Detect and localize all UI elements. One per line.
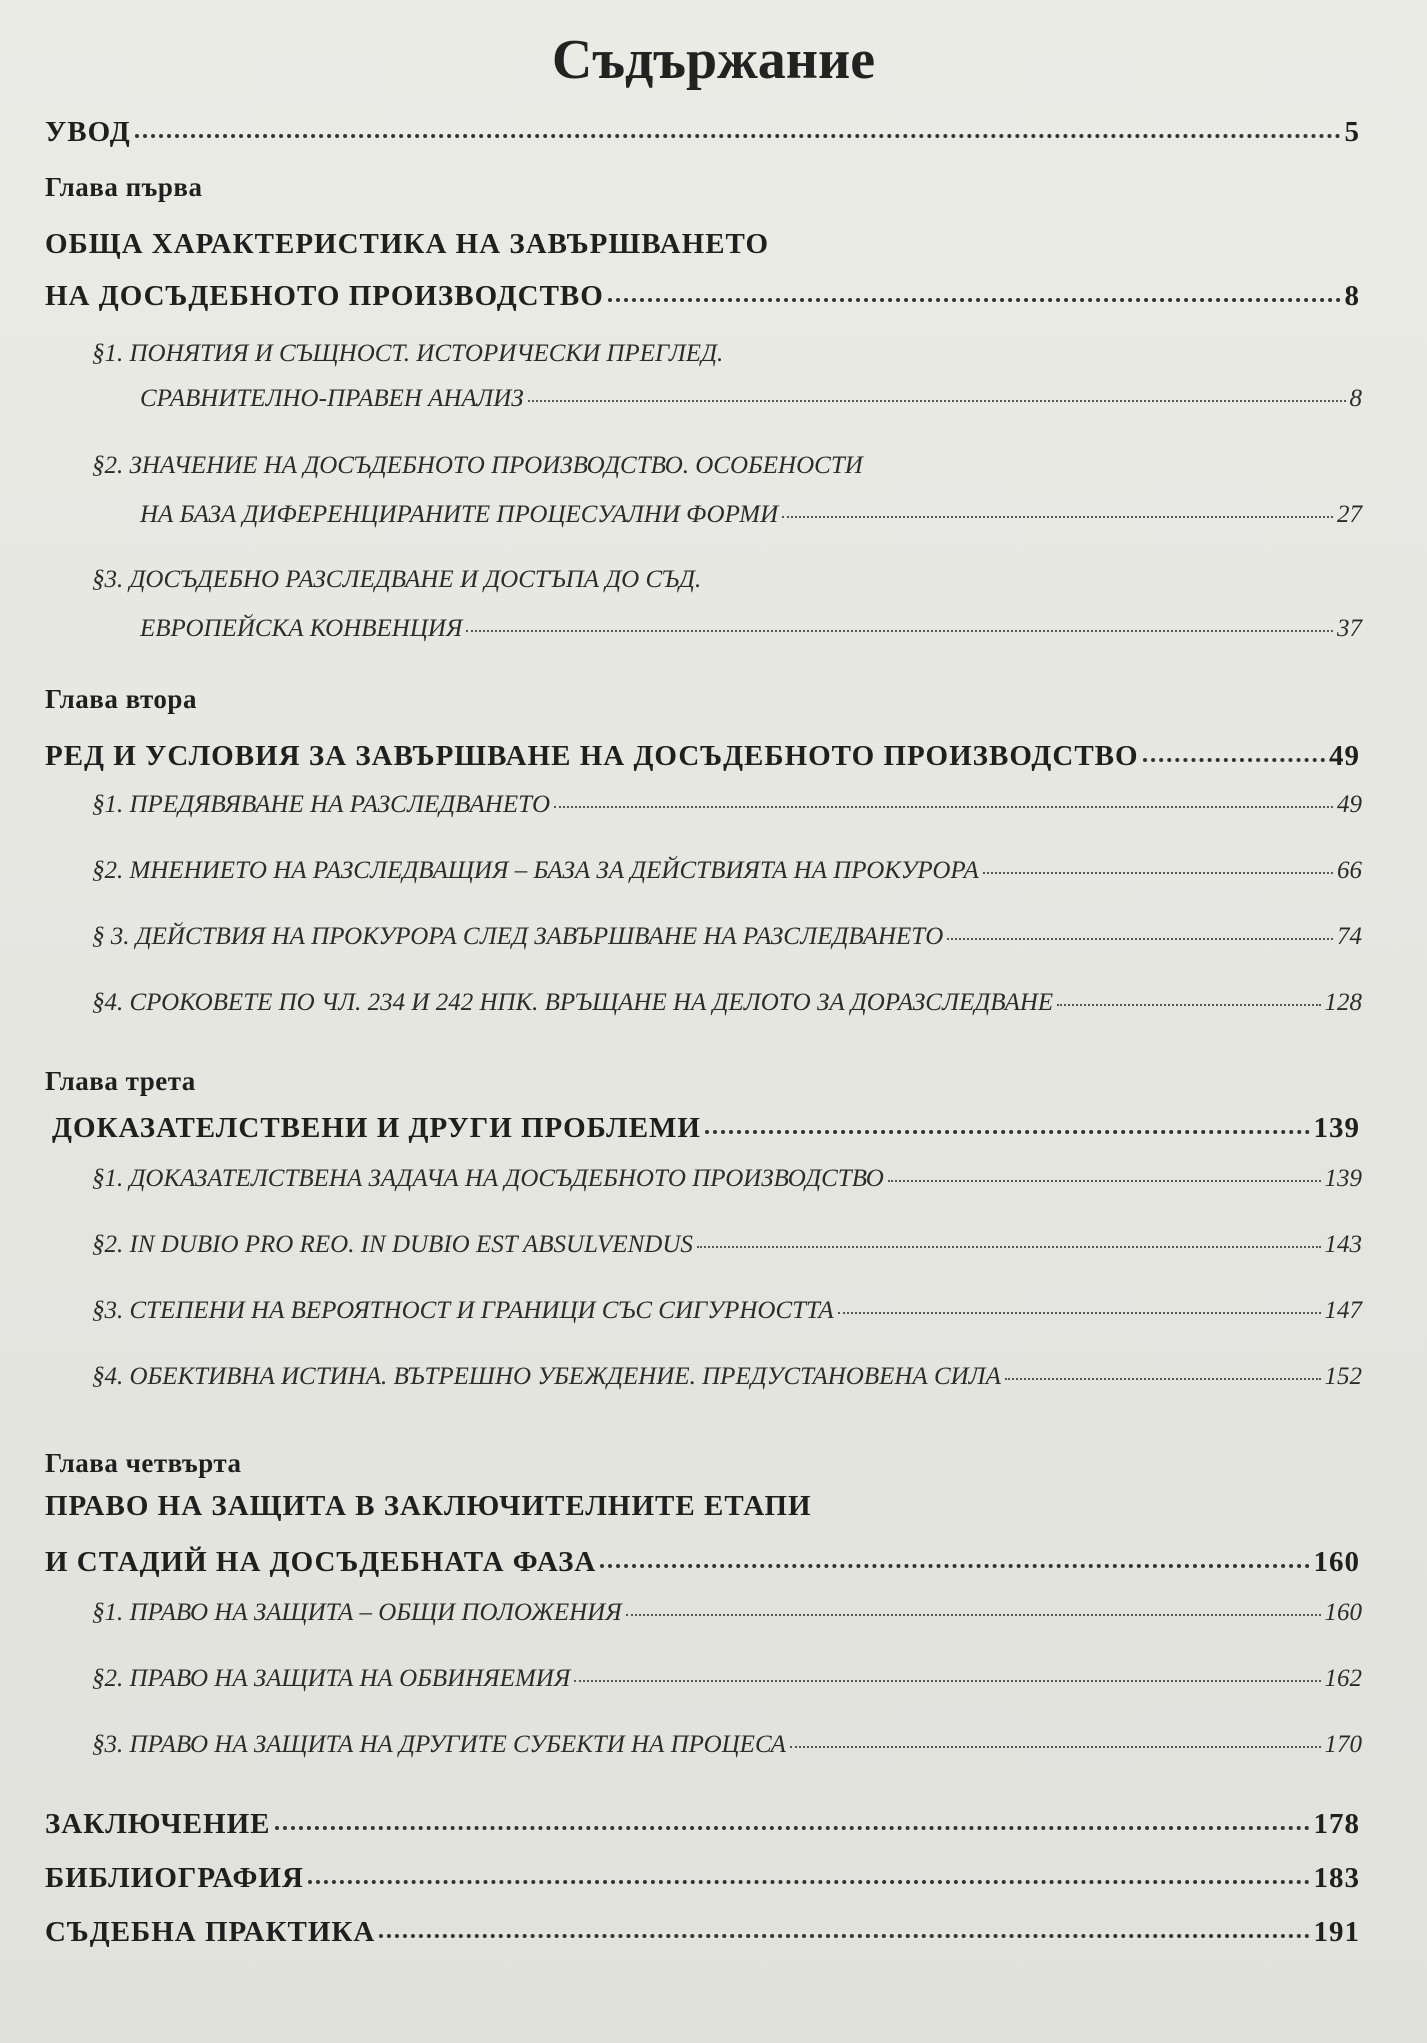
- toc-entry-section-2-2: [92, 858, 1362, 883]
- toc-entry-bibliography: [45, 1864, 1360, 1893]
- toc-entry-section-4-2: [92, 1666, 1362, 1691]
- toc-page-number: 139: [1313, 1112, 1360, 1144]
- toc-entry-label: УВОД: [45, 116, 131, 148]
- dot-leader: [275, 1826, 1310, 1830]
- toc-entry-section-3-2: [92, 1232, 1362, 1257]
- dot-leader: [1143, 758, 1325, 762]
- chapter-title-1-line1: ОБЩА ХАРАКТЕРИСТИКА НА ЗАВЪРШВАНЕТО: [45, 228, 770, 260]
- toc-page-number: 160: [1324, 1599, 1362, 1626]
- section-1-2-line1: §2. ЗНАЧЕНИЕ НА ДОСЪДЕБНОТО ПРОИЗВОДСТВО. ОСОБЕНОСТИ: [92, 452, 863, 479]
- dot-leader: [838, 1312, 1321, 1314]
- toc-entry-section-2-4: [92, 990, 1362, 1015]
- dot-leader: [528, 400, 1346, 402]
- toc-entry-chapter-1: [45, 282, 1360, 311]
- toc-entry-section-2-3: [92, 924, 1362, 949]
- dot-leader: [947, 938, 1333, 940]
- section-2-3: § 3. ДЕЙСТВИЯ НА ПРОКУРОРА СЛЕД ЗАВЪРШВАНЕ НА РАЗСЛЕДВАНЕТО: [92, 923, 944, 950]
- toc-entry-chapter-2: [45, 742, 1360, 771]
- chapter-heading-3: Глава трета: [45, 1066, 196, 1096]
- toc-page-number: 37: [1337, 615, 1362, 642]
- section-2-1: §1. ПРЕДЯВЯВАНЕ НА РАЗСЛЕДВАНЕТО: [92, 791, 551, 818]
- dot-leader: [574, 1680, 1320, 1682]
- toc-page-number: 160: [1313, 1546, 1360, 1578]
- page-title: Съдържание: [551, 29, 876, 91]
- section-3-2: §2. IN DUBIO PRO REO. IN DUBIO EST ABSULVENDUS: [92, 1231, 693, 1258]
- toc-page-number: 162: [1324, 1665, 1362, 1692]
- toc-entry-section-2-1: [92, 792, 1362, 817]
- dot-leader: [705, 1130, 1310, 1134]
- dot-leader: [782, 516, 1333, 518]
- dot-leader: [888, 1180, 1321, 1182]
- toc-page-number: 5: [1344, 116, 1360, 148]
- chapter-title-1-line2: НА ДОСЪДЕБНОТО ПРОИЗВОДСТВО: [45, 280, 604, 312]
- toc-entry-label: БИБЛИОГРАФИЯ: [45, 1862, 304, 1894]
- toc-page-number: 74: [1337, 923, 1362, 950]
- dot-leader: [1057, 1004, 1320, 1006]
- dot-leader: [983, 872, 1333, 874]
- section-3-3: §3. СТЕПЕНИ НА ВЕРОЯТНОСТ И ГРАНИЦИ СЪС СИГУРНОСТТА: [92, 1297, 834, 1324]
- dot-leader: [600, 1564, 1309, 1568]
- toc-entry-section-3-1: [92, 1166, 1362, 1191]
- section-3-4: §4. ОБЕКТИВНА ИСТИНА. ВЪТРЕШНО УБЕЖДЕНИЕ. ПРЕДУСТАНОВЕНА СИЛА: [92, 1363, 1001, 1390]
- section-4-2: §2. ПРАВО НА ЗАЩИТА НА ОБВИНЯЕМИЯ: [92, 1665, 571, 1692]
- section-1-1-line1: §1. ПОНЯТИЯ И СЪЩНОСТ. ИСТОРИЧЕСКИ ПРЕГЛЕД.: [92, 340, 724, 367]
- chapter-heading-2: Глава втора: [45, 684, 197, 714]
- toc-page-number: 128: [1324, 989, 1362, 1016]
- section-2-2: §2. МНЕНИЕТО НА РАЗСЛЕДВАЩИЯ – БАЗА ЗА ДЕЙСТВИЯТА НА ПРОКУРОРА: [92, 857, 979, 884]
- toc-entry-section-3-3: [92, 1298, 1362, 1323]
- toc-entry-section-3-4: [92, 1364, 1362, 1389]
- toc-page-number: 147: [1324, 1297, 1362, 1324]
- chapter-heading-1: Глава първа: [45, 172, 203, 202]
- dot-leader: [608, 298, 1341, 302]
- chapter-title-2: РЕД И УСЛОВИЯ ЗА ЗАВЪРШВАНЕ НА ДОСЪДЕБНОТО ПРОИЗВОДСТВО: [45, 740, 1139, 772]
- toc-entry-chapter-3: [52, 1114, 1360, 1143]
- toc-entry-label: ЗАКЛЮЧЕНИЕ: [45, 1808, 271, 1840]
- toc-page-number: 8: [1344, 280, 1360, 312]
- dot-leader: [790, 1746, 1321, 1748]
- section-4-3: §3. ПРАВО НА ЗАЩИТА НА ДРУГИТЕ СУБЕКТИ НА ПРОЦЕСА: [92, 1731, 786, 1758]
- toc-entry-section-1-3: [140, 616, 1362, 641]
- toc-entry-conclusion: [45, 1810, 1360, 1839]
- chapter-heading-4: Глава четвърта: [45, 1448, 242, 1478]
- section-2-4: §4. СРОКОВЕТЕ ПО ЧЛ. 234 И 242 НПК. ВРЪЩАНЕ НА ДЕЛОТО ЗА ДОРАЗСЛЕДВАНЕ: [92, 989, 1054, 1016]
- toc-entry-label: СЪДЕБНА ПРАКТИКА: [45, 1916, 376, 1948]
- toc-entry-intro: [45, 118, 1360, 147]
- dot-leader: [135, 134, 1341, 138]
- dot-leader: [466, 630, 1333, 632]
- dot-leader: [626, 1614, 1321, 1616]
- toc-page-number: 191: [1313, 1916, 1360, 1948]
- dot-leader: [379, 1934, 1309, 1938]
- toc-page-number: 170: [1324, 1731, 1362, 1758]
- toc-entry-section-4-1: [92, 1600, 1362, 1625]
- toc-page-number: 152: [1324, 1363, 1362, 1390]
- section-1-2-line2: НА БАЗА ДИФЕРЕНЦИРАНИТЕ ПРОЦЕСУАЛНИ ФОРМИ: [140, 501, 779, 528]
- toc-page-number: 139: [1324, 1165, 1362, 1192]
- chapter-title-4-line1: ПРАВО НА ЗАЩИТА В ЗАКЛЮЧИТЕЛНИТЕ ЕТАПИ: [45, 1490, 812, 1522]
- chapter-title-4-line2: И СТАДИЙ НА ДОСЪДЕБНАТА ФАЗА: [45, 1546, 597, 1578]
- toc-page-number: 183: [1313, 1862, 1360, 1894]
- toc-page-number: 49: [1329, 740, 1360, 772]
- section-1-1-line2: СРАВНИТЕЛНО-ПРАВЕН АНАЛИЗ: [140, 385, 524, 412]
- toc-entry-section-4-3: [92, 1732, 1362, 1757]
- dot-leader: [554, 806, 1333, 808]
- section-4-1: §1. ПРАВО НА ЗАЩИТА – ОБЩИ ПОЛОЖЕНИЯ: [92, 1599, 622, 1626]
- toc-page-number: 8: [1349, 385, 1362, 412]
- section-3-1: §1. ДОКАЗАТЕЛСТВЕНА ЗАДАЧА НА ДОСЪДЕБНОТО ПРОИЗВОДСТВО: [92, 1165, 884, 1192]
- toc-page-number: 178: [1313, 1808, 1360, 1840]
- dot-leader: [1005, 1378, 1321, 1380]
- section-1-3-line1: §3. ДОСЪДЕБНО РАЗСЛЕДВАНЕ И ДОСТЪПА ДО СЪД.: [92, 566, 702, 593]
- chapter-title-3: ДОКАЗАТЕЛСТВЕНИ И ДРУГИ ПРОБЛЕМИ: [52, 1112, 701, 1144]
- toc-entry-case-law: [45, 1918, 1360, 1947]
- toc-page-number: 143: [1324, 1231, 1362, 1258]
- toc-page-number: 66: [1337, 857, 1362, 884]
- toc-page-number: 27: [1337, 501, 1362, 528]
- dot-leader: [697, 1246, 1321, 1248]
- dot-leader: [308, 1880, 1310, 1884]
- toc-entry-section-1-1: [140, 386, 1362, 411]
- toc-entry-chapter-4: [45, 1548, 1360, 1577]
- toc-entry-section-1-2: [140, 502, 1362, 527]
- section-1-3-line2: ЕВРОПЕЙСКА КОНВЕНЦИЯ: [140, 615, 463, 642]
- toc-page-number: 49: [1337, 791, 1362, 818]
